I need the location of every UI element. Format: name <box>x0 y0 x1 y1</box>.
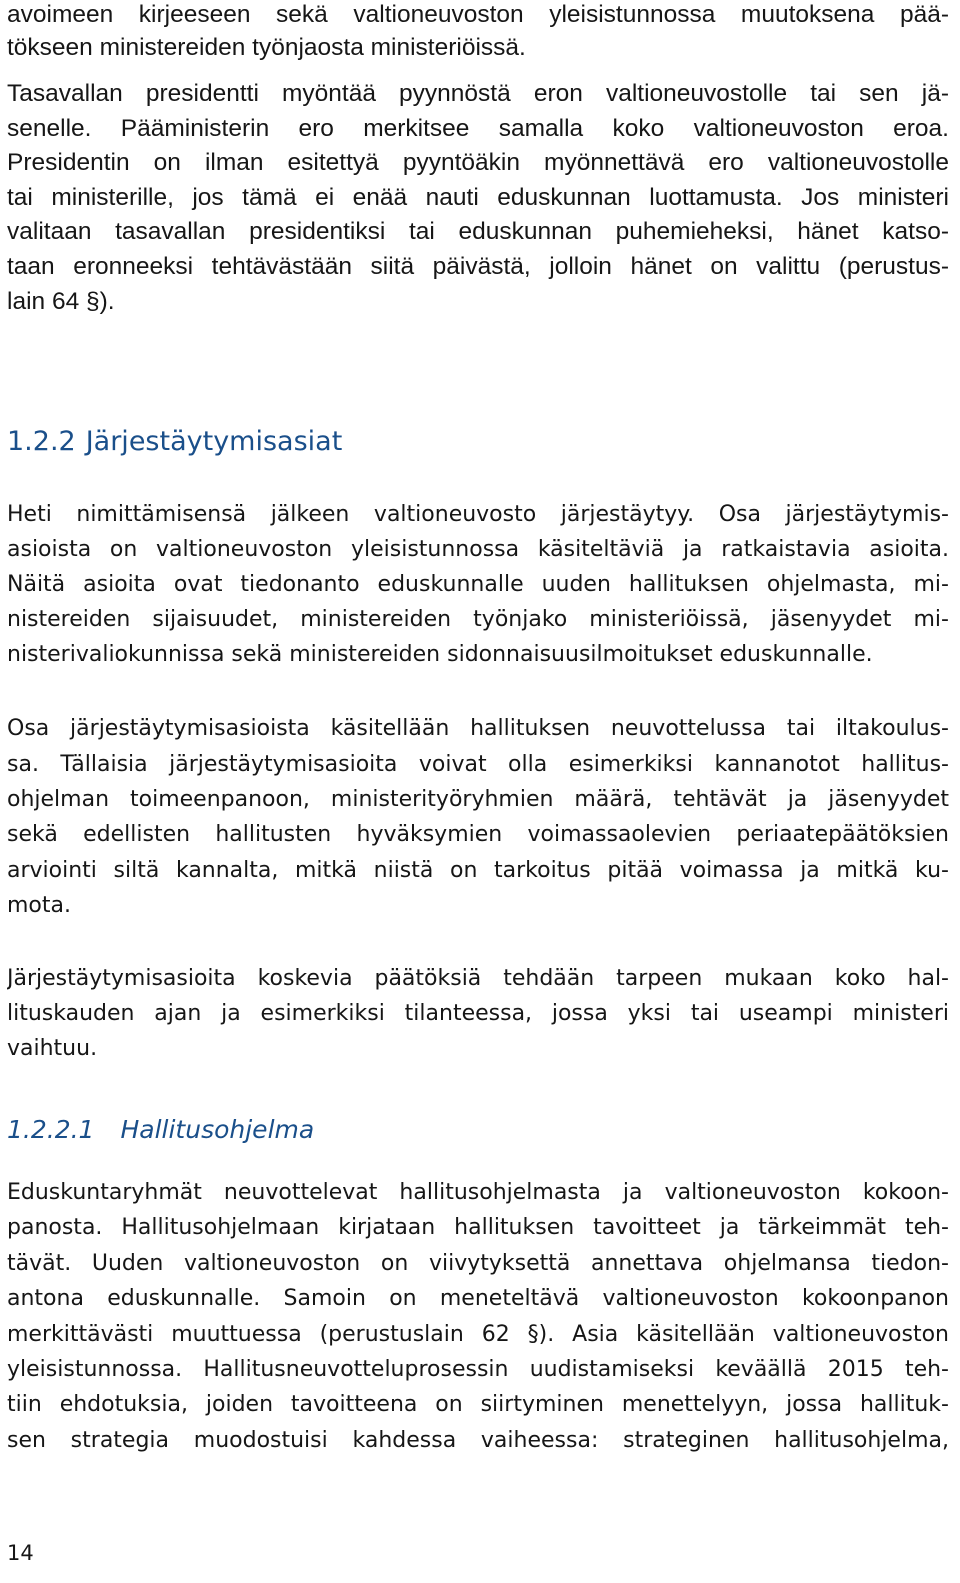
subsection-title: Hallitusohjelma <box>120 1115 315 1144</box>
paragraph-line: sekä edellisten hallitusten hyväksymien voimassaolevien periaatepäätöksien <box>7 822 949 847</box>
paragraph-line: avoimeen kirjeeseen sekä valtioneuvoston yleisistunnossa muutoksena pää- <box>7 1 949 28</box>
paragraph-line: tävät. Uuden valtioneuvoston on viivytyksettä annettava ohjelmansa tiedon- <box>7 1251 949 1276</box>
paragraph-line: Heti nimittämisensä jälkeen valtioneuvosto järjestäytyy. Osa järjestäytymis- <box>7 502 949 527</box>
section-number: 1.2.2 <box>7 426 76 457</box>
paragraph-line: lituskauden ajan ja esimerkiksi tilanteessa, jossa yksi tai useampi ministeri <box>7 1001 949 1026</box>
paragraph-line: panosta. Hallitusohjelmaan kirjataan hallituksen tavoitteet ja tärkeimmät teh- <box>7 1215 949 1240</box>
paragraph-line: arviointi siltä kannalta, mitkä niistä on tarkoitus pitää voimassa ja mitkä ku- <box>7 858 949 883</box>
paragraph-line: tai ministerille, jos tämä ei enää nauti eduskunnan luottamusta. Jos ministeri <box>7 184 949 211</box>
paragraph-line: sa. Tällaisia järjestäytymisasioita voivat olla esimerkiksi kannanotot hallitus- <box>7 752 949 777</box>
paragraph-line: asioista on valtioneuvoston yleisistunnossa käsiteltäviä ja ratkaistavia asioita. <box>7 537 949 562</box>
subsection-heading <box>7 1113 314 1147</box>
paragraph-line: ohjelman toimeenpanoon, ministerityöryhmien määrä, tehtävät ja jäsenyydet <box>7 787 949 812</box>
paragraph-line: sen strategia muodostuisi kahdessa vaiheessa: strateginen hallitusohjelma, <box>7 1428 949 1453</box>
section-heading <box>7 424 342 460</box>
section-title: Järjestäytymisasiat <box>85 426 343 457</box>
paragraph-line: vaihtuu. <box>7 1036 98 1061</box>
paragraph-line: Näitä asioita ovat tiedonanto eduskunnalle uuden hallituksen ohjelmasta, mi- <box>7 572 949 597</box>
paragraph-line: nistereiden sijaisuudet, ministereiden työnjako ministeriöissä, jäsenyydet mi- <box>7 607 949 632</box>
paragraph-line: Osa järjestäytymisasioista käsitellään hallituksen neuvottelussa tai iltakoulus- <box>7 716 949 741</box>
paragraph-line: yleisistunnossa. Hallitusneuvotteluprosessin uudistamiseksi keväällä 2015 teh- <box>7 1357 949 1382</box>
paragraph-line: Tasavallan presidentti myöntää pyynnöstä eron valtioneuvostolle tai sen jä- <box>7 80 949 107</box>
subsection-number: 1.2.2.1 <box>7 1115 95 1144</box>
paragraph-line: antona eduskunnalle. Samoin on meneteltävä valtioneuvoston kokoonpanon <box>7 1286 949 1311</box>
paragraph-line: Presidentin on ilman esitettyä pyyntöäkin myönnettävä ero valtioneuvostolle <box>7 149 949 176</box>
paragraph-line: lain 64 §). <box>7 288 115 315</box>
paragraph-line: valitaan tasavallan presidentiksi tai eduskunnan puhemieheksi, hänet katso- <box>7 218 949 245</box>
paragraph-line: senelle. Pääministerin ero merkitsee samalla koko valtioneuvoston eroa. <box>7 115 949 142</box>
paragraph-line: taan eronneeksi tehtävästään siitä päivästä, jolloin hänet on valittu (perustus- <box>7 253 949 280</box>
page-number: 14 <box>7 1541 34 1565</box>
paragraph-line: mota. <box>7 893 71 918</box>
paragraph-line: Järjestäytymisasioita koskevia päätöksiä tehdään tarpeen mukaan koko hal- <box>7 966 949 991</box>
paragraph-line: Eduskuntaryhmät neuvottelevat hallitusohjelmasta ja valtioneuvoston kokoon- <box>7 1180 949 1205</box>
paragraph-line: merkittävästi muuttuessa (perustuslain 62 §). Asia käsitellään valtioneuvoston <box>7 1322 949 1347</box>
paragraph-line: tiin ehdotuksia, joiden tavoitteena on siirtyminen menettelyyn, jossa hallituk- <box>7 1392 949 1417</box>
paragraph-line: tökseen ministereiden työnjaosta ministeriöissä. <box>7 34 526 61</box>
paragraph-line: nisterivaliokunnissa sekä ministereiden sidonnaisuusilmoitukset eduskunnalle. <box>7 642 873 667</box>
